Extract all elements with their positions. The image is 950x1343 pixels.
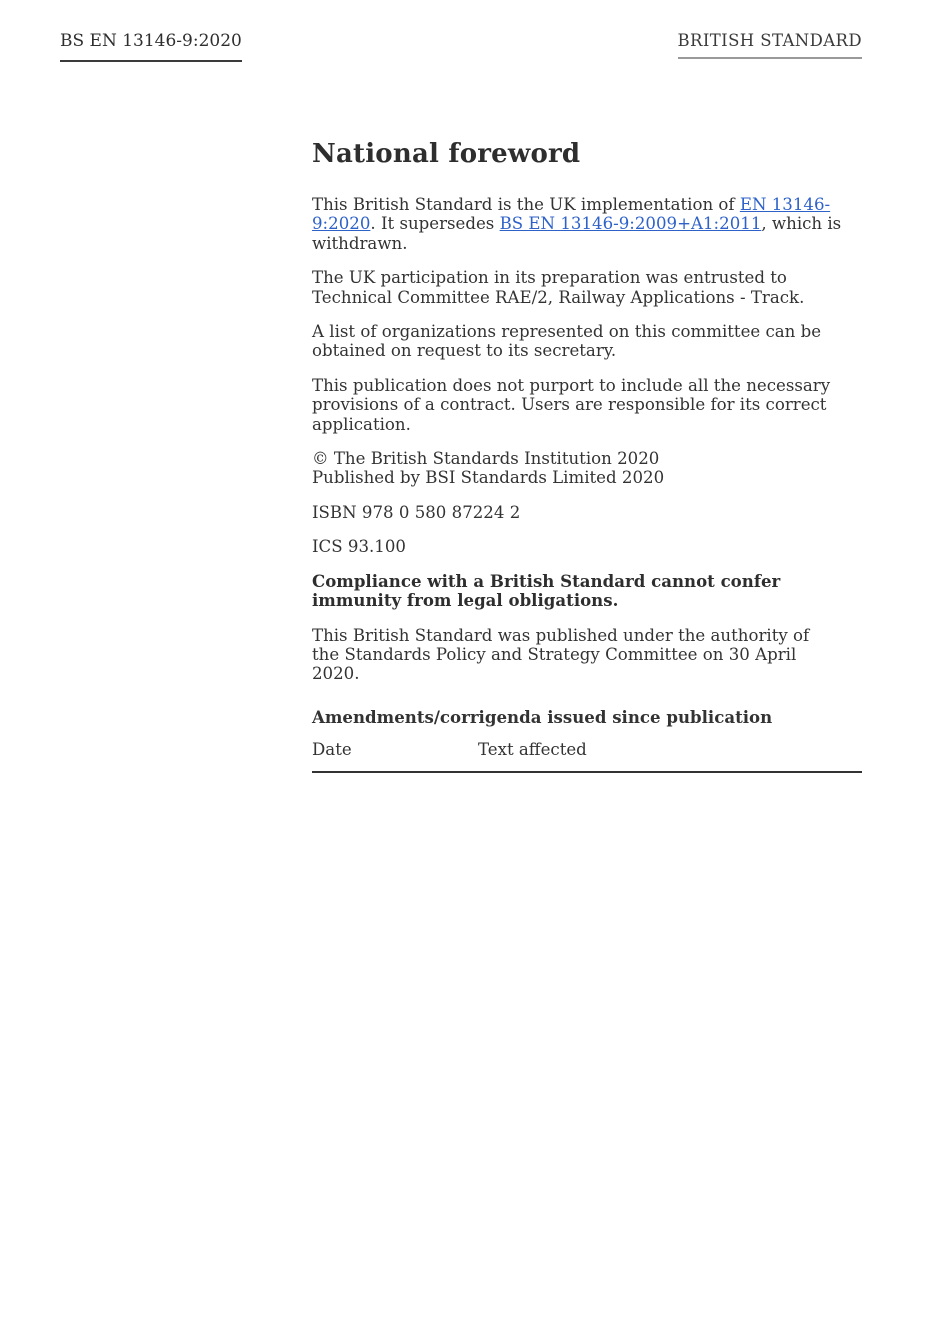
published-by-line: Published by BSI Standards Limited 2020 — [312, 468, 665, 488]
authority-statement: This British Standard was published under the authority of the Standards Policy and Strategy Committee on 30 April 2020. — [312, 625, 810, 684]
page-title: National foreword — [312, 139, 581, 169]
copyright-line: © The British Standards Institution 2020 — [312, 449, 660, 469]
foreword-content — [312, 139, 862, 773]
paragraph-organizations-list: A list of organizations represented on this committee can be obtained on request to its secretary. — [312, 322, 822, 361]
paragraph-implementation-text-3: , which is withdrawn. — [312, 214, 842, 253]
paragraph-uk-participation: The UK participation in its preparation was entrusted to Technical Committee RAE/2, Railway Applications - Track. — [312, 268, 805, 307]
isbn-line: ISBN 978 0 580 87224 2 — [312, 502, 521, 522]
amendments-heading: Amendments/corrigenda issued since publication — [312, 706, 773, 727]
paragraph-implementation-text-2: . It supersedes — [370, 214, 500, 234]
amendments-table-header — [312, 740, 862, 773]
link-en-13146-9-2020[interactable]: EN 13146-9:2020 — [312, 195, 831, 234]
paragraph-implementation-text-1: This British Standard is the UK implementation of — [312, 195, 740, 214]
ics-line: ICS 93.100 — [312, 537, 406, 557]
amendments-column-text-affected: Text affected — [478, 740, 587, 760]
paragraph-publication-disclaimer: This publication does not purport to include all the necessary provisions of a contract. Users are responsible for its correct application. — [312, 375, 831, 434]
header-document-number: BS EN 13146-9:2020 — [60, 31, 242, 62]
page-header — [0, 0, 950, 62]
header-publisher-label: BRITISH STANDARD — [678, 31, 862, 59]
compliance-statement: Compliance with a British Standard cannot confer immunity from legal obligations. — [312, 570, 781, 611]
amendments-column-date: Date — [312, 740, 352, 760]
paragraph-implementation — [312, 195, 862, 253]
link-bs-en-13146-9-2009-a1-2011[interactable]: BS EN 13146-9:2009+A1:2011 — [499, 214, 762, 234]
